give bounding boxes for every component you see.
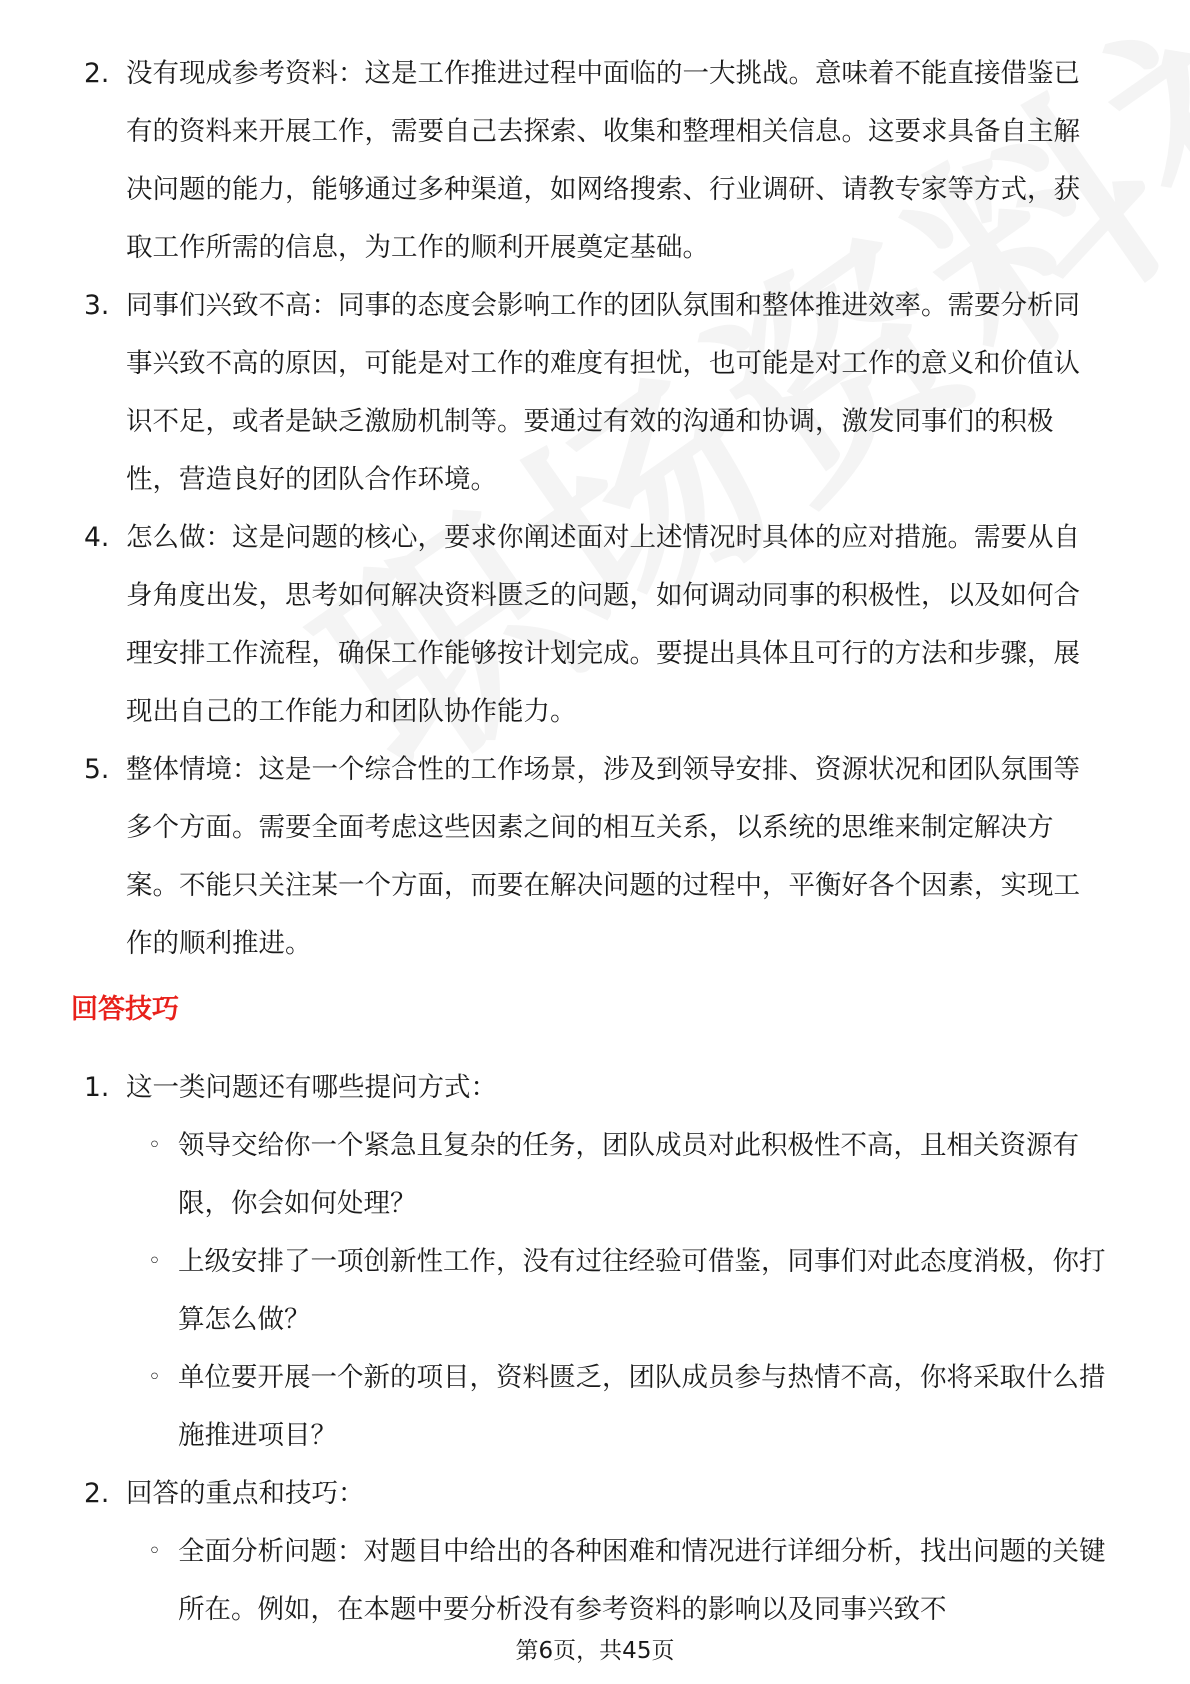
list-item (0, 1465, 1190, 1523)
sub-item-text: 全面分析问题：对题目中给出的各种困难和情况进行详细分析，找出问题的关键所在。例如，在本题中要分析没有参考资料的影响以及同事兴致不 (178, 1536, 1106, 1625)
item-number: 2. (84, 1478, 110, 1509)
list-item (0, 509, 1190, 741)
item-text: 这一类问题还有哪些提问方式： (126, 1072, 497, 1103)
sub-list-container (0, 1117, 1190, 1465)
sub-list-item (0, 1233, 1190, 1349)
circle-bullet-icon: ◦ (148, 1365, 161, 1390)
circle-bullet-icon: ◦ (148, 1539, 161, 1564)
sub-list-item (0, 1117, 1190, 1233)
item-number: 2. (84, 58, 110, 89)
list-item (0, 741, 1190, 973)
item-text: 怎么做：这是问题的核心，要求你阐述面对上述情况时具体的应对措施。需要从自身角度出发，思考如何解决资料匮乏的问题，如何调动同事的积极性，以及如何合理安排工作流程，确保工作能够按计划完成。要提出具体且可行的方法和步骤，展现出自己的工作能力和团队协作能力。 (126, 522, 1080, 727)
item-text: 回答的重点和技巧： (126, 1478, 365, 1509)
sub-item-text: 单位要开展一个新的项目，资料匮乏，团队成员参与热情不高，你将采取什么措施推进项目？ (178, 1362, 1106, 1451)
item-number: 5. (84, 754, 110, 785)
item-number: 4. (84, 522, 110, 553)
sub-list-item (0, 1523, 1190, 1639)
item-text: 同事们兴致不高：同事的态度会影响工作的团队氛围和整体推进效率。需要分析同事兴致不高的原因，可能是对工作的难度有担忧，也可能是对工作的意义和价值认识不足，或者是缺乏激励机制等。要通过有效的沟通和协调，激发同事们的积极性，营造良好的团队合作环境。 (126, 290, 1080, 495)
sub-list (0, 1117, 1190, 1465)
sub-list-item (0, 1349, 1190, 1465)
list-item (0, 45, 1190, 277)
list-item (0, 277, 1190, 509)
sub-list (0, 1523, 1190, 1639)
list-item (0, 1059, 1190, 1117)
sub-item-text: 领导交给你一个紧急且复杂的任务，团队成员对此积极性不高，且相关资源有限，你会如何处理？ (178, 1130, 1079, 1219)
circle-bullet-icon: ◦ (148, 1249, 161, 1274)
item-text: 整体情境：这是一个综合性的工作场景，涉及到领导安排、资源状况和团队氛围等多个方面。需要全面考虑这些因素之间的相互关系，以系统的思维来制定解决方案。不能只关注某一个方面，而要在解决问题的过程中，平衡好各个因素，实现工作的顺利推进。 (126, 754, 1080, 959)
section-heading: 回答技巧 (71, 994, 179, 1025)
item-text: 没有现成参考资料：这是工作推进过程中面临的一大挑战。意味着不能直接借鉴已有的资料来开展工作，需要自己去探索、收集和整理相关信息。这要求具备自主解决问题的能力，能够通过多种渠道，如网络搜索、行业调研、请教专家等方式，获取工作所需的信息，为工作的顺利开展奠定基础。 (126, 58, 1080, 263)
circle-bullet-icon: ◦ (148, 1133, 161, 1158)
item-number: 1. (84, 1072, 110, 1103)
sub-item-text: 上级安排了一项创新性工作，没有过往经验可借鉴，同事们对此态度消极，你打算怎么做？ (178, 1246, 1106, 1335)
analysis-list (0, 45, 1190, 973)
sub-list-container (0, 1523, 1190, 1639)
page-footer: 第6页，共45页 (515, 1638, 675, 1664)
tips-list (0, 1059, 1190, 1639)
item-number: 3. (84, 290, 110, 321)
